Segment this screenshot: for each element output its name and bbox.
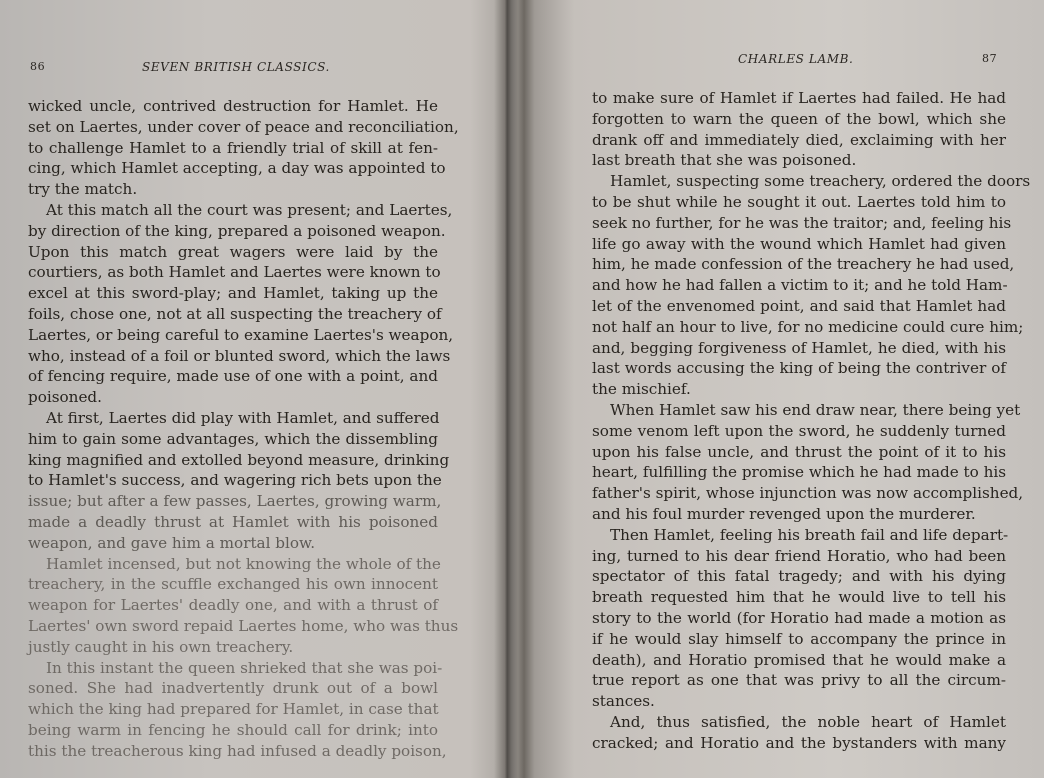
text-line: who, instead of a foil or blunted sword, which the laws [28, 346, 451, 365]
text-line: and, begging forgiveness of Hamlet, he died, with his [592, 338, 1006, 357]
text-line: stances. [592, 692, 655, 711]
text-line: At this match all the court was present; and Laertes, [46, 200, 453, 219]
text-line: and his foul murder revenged upon the murderer. [592, 504, 976, 523]
text-line: breath requested him that he would live to tell his [592, 588, 1006, 607]
text-line: Then Hamlet, feeling his breath fail and life depart- [610, 525, 1009, 544]
text-line: let of the envenomed point, and said that Hamlet had [592, 296, 1006, 315]
text-line: by direction of the king, prepared a poisoned weapon. [28, 221, 446, 240]
text-line: true report as one that was privy to all the circum- [592, 671, 1006, 690]
text-line: this the treacherous king had infused a deadly poison, [28, 741, 447, 760]
text-line: which the king had prepared for Hamlet, in case that [28, 700, 439, 719]
text-line: spectator of this fatal tragedy; and with his dying [592, 567, 1006, 586]
text-line: of fencing require, made use of one with a point, and [28, 367, 438, 386]
text-line: And, thus satisfied, the noble heart of Hamlet [610, 712, 1006, 731]
left-page-number: 86 [30, 60, 46, 73]
text-line: Hamlet, suspecting some treachery, ordered the doors [610, 172, 1031, 191]
text-line: king magnified and extolled beyond measure, drinking [28, 450, 450, 469]
text-line: to Hamlet's success, and wagering rich bets upon the [28, 471, 442, 490]
text-line: if he would slay himself to accompany the prince in [592, 629, 1006, 648]
text-line: Laertes' own sword repaid Laertes home, who was thus [28, 616, 459, 635]
text-line: weapon for Laertes' deadly one, and with a thrust of [28, 596, 438, 615]
text-line: life go away with the wound which Hamlet had given [592, 234, 1006, 253]
text-line: some venom left upon the sword, he suddenly turned [592, 421, 1006, 440]
text-line: the mischief. [592, 380, 691, 399]
right-page-number: 87 [982, 52, 998, 65]
text-line: In this instant the queen shrieked that she was poi- [46, 658, 443, 677]
text-line: excel at this sword-play; and Hamlet, taking up the [28, 284, 438, 303]
text-line: to make sure of Hamlet if Laertes had failed. He had [592, 89, 1006, 107]
text-line: made a deadly thrust at Hamlet with his poisoned [28, 512, 438, 531]
left-running-title: SEVEN BRITISH CLASSICS. [142, 60, 330, 74]
text-line: Laertes, or being careful to examine Laertes's weapon, [28, 325, 454, 344]
left-page [0, 0, 500, 778]
text-line: last breath that she was poisoned. [592, 151, 857, 170]
text-line: cracked; and Horatio and the bystanders with many [592, 733, 1006, 752]
text-line: him, he made confession of the treachery he had used, [592, 255, 1015, 274]
text-line: try the match. [28, 180, 138, 199]
right-page [512, 0, 1044, 778]
text-line: to challenge Hamlet to a friendly trial of skill at fen- [28, 138, 438, 157]
text-line: treachery, in the scuffle exchanged his own innocent [28, 575, 438, 594]
text-line: being warm in fencing he should call for drink; into [28, 720, 438, 739]
text-line: wicked uncle, contrived destruction for Hamlet. He [28, 97, 438, 115]
text-line: soned. She had inadvertently drunk out of a bowl [28, 679, 438, 698]
text-line: not half an hour to live, for no medicine could cure him; [592, 317, 1024, 336]
text-line: Hamlet incensed, but not knowing the whole of the [46, 554, 441, 573]
text-line: foils, chose one, not at all suspecting the treachery of [28, 304, 442, 323]
text-line: story to the world (for Horatio had made a motion as [592, 608, 1006, 627]
text-line: justly caught in his own treachery. [28, 637, 294, 656]
text-line: last words accusing the king of being the contriver of [592, 359, 1006, 378]
text-line: set on Laertes, under cover of peace and reconciliation, [28, 117, 459, 136]
text-line: At first, Laertes did play with Hamlet, and suffered [46, 408, 440, 427]
text-line: to be shut while he sought it out. Laertes told him to [592, 192, 1006, 211]
right-body-text [592, 88, 1031, 754]
text-line: seek no further, for he was the traitor; and, feeling his [592, 213, 1012, 232]
left-body-text [28, 96, 459, 762]
text-line: father's spirit, whose injunction was now accomplished, [592, 484, 1024, 503]
text-line: issue; but after a few passes, Laertes, growing warm, [28, 492, 442, 511]
text-line: heart, fulfilling the promise which he had made to his [592, 463, 1007, 482]
text-line: him to gain some advantages, which the dissembling [28, 429, 438, 448]
text-line: death), and Horatio promised that he would make a [592, 650, 1006, 669]
text-line: cing, which Hamlet accepting, a day was appointed to [28, 159, 446, 178]
text-line: upon his false uncle, and thrust the point of it to his [592, 442, 1006, 461]
text-line: drank off and immediately died, exclaiming with her [592, 130, 1006, 149]
text-line: weapon, and gave him a mortal blow. [28, 533, 316, 552]
text-line: poisoned. [28, 388, 102, 407]
text-line: courtiers, as both Hamlet and Laertes were known to [28, 263, 441, 282]
text-line: ing, turned to his dear friend Horatio, who had been [592, 546, 1006, 565]
text-line: forgotten to warn the queen of the bowl, which she [592, 109, 1006, 128]
right-running-title: CHARLES LAMB. [738, 52, 854, 66]
text-line: Upon this match great wagers were laid by the [28, 242, 438, 261]
text-line: and how he had fallen a victim to it; and he told Ham- [592, 276, 1008, 295]
text-line: When Hamlet saw his end draw near, there being yet [610, 400, 1021, 419]
